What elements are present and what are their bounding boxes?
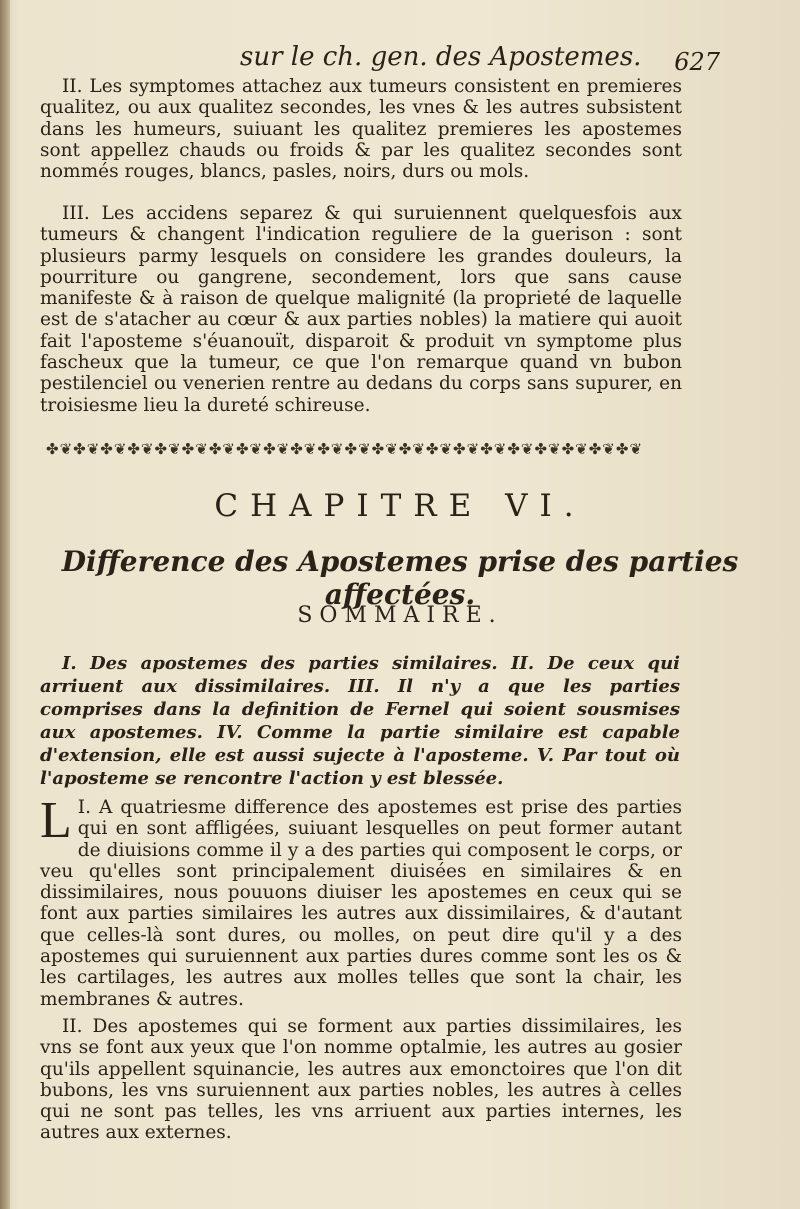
chapter-subtitle: Difference des Apostemes prise des parties affectées.: [61, 545, 739, 611]
paragraph-text: II. Des apostemes qui se forment aux parties dissimilaires, les vns se font aux yeux que l'on nomme optalmie, les autres au gosier qu'ils appellent squinancie, les autres aux emonctoires que l'on dit bubons, les vns suruiennent aux parties nobles, les autres à celles qui ne sont pas telles, les vns arriuent aux parties internes, les autres aux externes.: [40, 1016, 682, 1144]
paragraph-text: II. Les symptomes attachez aux tumeurs consistent en premieres qualitez, ou aux qualitez secondes, les vnes & les autres subsistent dans les humeurs, suiuant les qualitez premieres les apostemes sont appellez chauds ou froids & par les qualitez secondes sont nommés rouges, blancs, pasles, noirs, durs ou mols.: [40, 76, 682, 183]
sommaire-heading: SOMMAIRE.: [297, 603, 503, 628]
paragraph-number: I.: [77, 797, 91, 818]
paragraph-dissimilaires: [40, 1016, 682, 1144]
paragraph-text: A quatriesme difference des apostemes est prise des parties qui en sont affligées, suiuant lesquelles on peut former autant de diuisions comme il y a des parties qui composent le corps, or veu qu'elles sont principalement diuisées en similaires & en dissimilaires, nous pouuons diuiser les apostemes en ceux qui se font aux parties similaires les autres aux dissimilaires, & d'autant que celles-là sont dures, ou molles, on peut dire qu'il y a des apostemes qui suruiennent aux parties dures comme sont les os & les cartilages, les autres aux molles telles que sont la chair, les membranes & autres.: [40, 797, 682, 1010]
paragraph-symptomes: [40, 76, 682, 182]
paragraph-body: [40, 792, 682, 1010]
drop-cap-letter: L: [40, 792, 72, 849]
chapter-title: CHAPITRE VI.: [214, 488, 586, 524]
sommaire-text: I. Des apostemes des parties similaires. II. De ceux qui arriuent aux dissimilaires. III. Il n'y a que les parties comprises dans la definition de Fernel qui soient sousmises aux apostemes. IV. Comme la partie similaire est capable d'extension, elle est aussi sujecte à l'aposteme. V. Par tout où l'aposteme se rencontre l'action y est blessée.: [40, 653, 680, 789]
decorative-ornament-band: ✤❦✤❦✤❦✤❦✤❦✤❦✤❦✤❦✤❦✤❦✤❦✤❦✤❦✤❦✤❦✤❦✤❦✤❦✤❦✤❦✤❦✤❦: [46, 440, 644, 458]
running-title: sur le ch. gen. des Apostemes.: [240, 42, 642, 72]
page-number: 627: [674, 48, 720, 76]
paragraph-quatriesme-difference: [40, 792, 682, 1010]
paragraph-accidens: [40, 203, 682, 416]
paragraph-text: III. Les accidens separez & qui suruiennent quelquesfois aux tumeurs & changent l'indication reguliere de la guerison : sont plusieurs parmy lesquels on considere les grandes douleurs, la pourriture ou gangrene, secondement, lors que sans cause manifeste & à raison de quelque malignité (la proprieté de laquelle est de s'atacher au cœur & aux parties nobles) la matiere qui auoit fait l'aposteme s'éuanouït, disparoit & produit vn symptome plus fascheux que la tumeur, ce que l'on remarque quand vn bubon pestilenciel ou venerien rentre au dedans du corps sans supurer, en troisiesme lieu la dureté schireuse.: [40, 203, 682, 416]
sommaire-text-block: [40, 652, 680, 790]
